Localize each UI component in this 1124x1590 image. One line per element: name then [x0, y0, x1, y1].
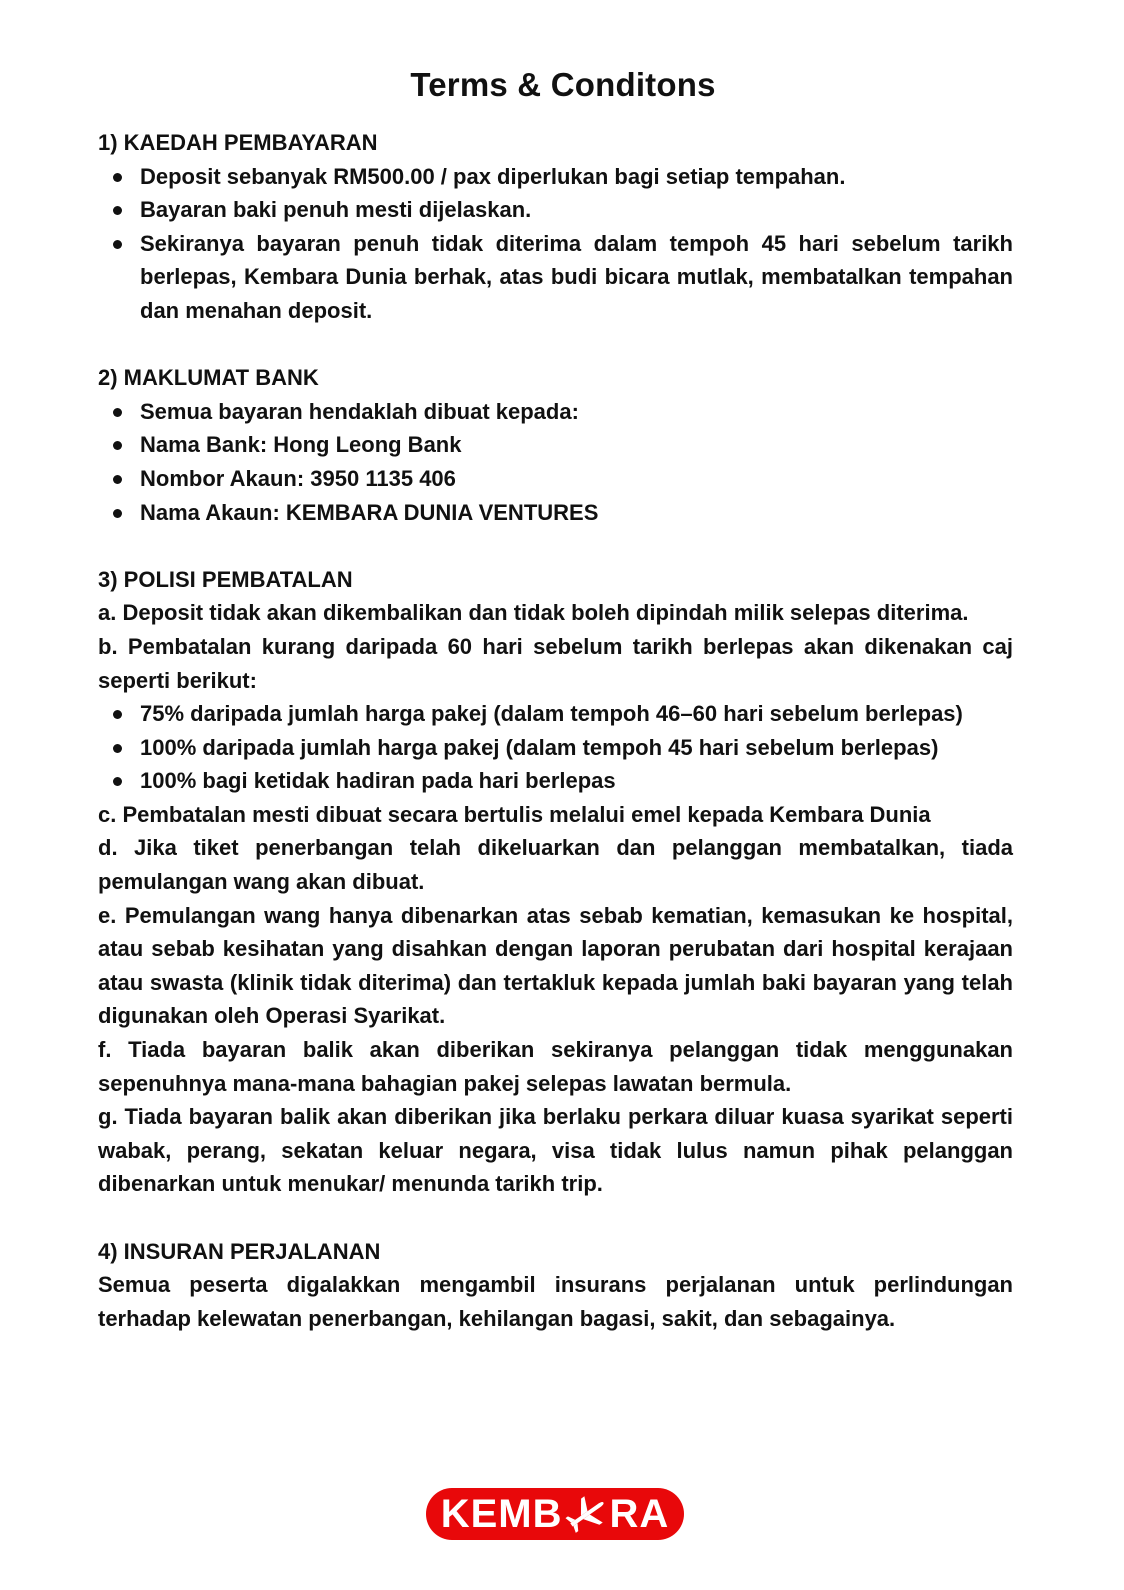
list-item-text: Semua bayaran hendaklah dibuat kepada:: [140, 398, 579, 424]
account-name: Nama Akaun: KEMBARA DUNIA VENTURES: [140, 499, 599, 525]
section-heading: 3) POLISI PEMBATALAN: [98, 566, 353, 592]
terms-content: [98, 126, 1013, 1335]
list-item: [140, 160, 1013, 194]
bullet-icon: [113, 777, 122, 786]
bullet-list: [98, 697, 1013, 798]
list-item-text: 100% bagi ketidak hadiran pada hari berlepas: [140, 768, 616, 794]
insurance-text: Semua peserta digalakkan mengambil insurans perjalanan untuk perlindungan terhadap kelewatan penerbangan, kehilangan bagasi, sakit, dan sebagainya.: [98, 1272, 1013, 1331]
bullet-list: [98, 160, 1013, 328]
logo-text-right: RA: [609, 1492, 670, 1536]
clause-c: c. Pembatalan mesti dibuat secara bertulis melalui emel kepada Kembara Dunia: [98, 801, 931, 827]
clause-f: f. Tiada bayaran balik akan diberikan sekiranya pelanggan tidak menggunakan sepenuhnya mana-mana bahagian pakej selepas lawatan bermula.: [98, 1037, 1013, 1096]
bullet-icon: [113, 509, 122, 518]
page-title: Terms & Conditons: [410, 66, 716, 103]
section-payment-method: [98, 126, 1013, 328]
bullet-icon: [113, 408, 122, 417]
bullet-icon: [113, 441, 122, 450]
clause-g: g. Tiada bayaran balik akan diberikan jika berlaku perkara diluar kuasa syarikat seperti wabak, perang, sekatan keluar negara, visa tidak lulus namun pihak pelanggan dibenarkan untuk menukar/ menunda tarikh trip.: [98, 1104, 1013, 1197]
kembara-logo: [426, 1488, 684, 1540]
list-item-text: 100% daripada jumlah harga pakej (dalam tempoh 45 hari sebelum berlepas): [140, 734, 939, 760]
list-item-text: Sekiranya bayaran penuh tidak diterima dalam tempoh 45 hari sebelum tarikh berlepas, Kembara Dunia berhak, atas budi bicara mutlak, membatalkan tempahan dan menahan deposit.: [140, 230, 1013, 323]
bullet-icon: [113, 475, 122, 484]
list-item: [140, 193, 1013, 227]
list-item: [140, 496, 1013, 530]
bullet-icon: [113, 173, 122, 182]
logo-text-left: KEMB: [440, 1492, 563, 1536]
list-item-text: Deposit sebanyak RM500.00 / pax diperlukan bagi setiap tempahan.: [140, 163, 846, 189]
clause-a: a. Deposit tidak akan dikembalikan dan tidak boleh dipindah milik selepas diterima.: [98, 600, 969, 626]
list-item-text: 75% daripada jumlah harga pakej (dalam tempoh 46–60 hari sebelum berlepas): [140, 701, 963, 727]
section-cancellation-policy: [98, 563, 1013, 1201]
bullet-icon: [113, 206, 122, 215]
section-bank-info: [98, 361, 1013, 529]
list-item-text: Bayaran baki penuh mesti dijelaskan.: [140, 197, 532, 223]
section-heading: 1) KAEDAH PEMBAYARAN: [98, 130, 378, 155]
list-item: [140, 462, 1013, 496]
clause-e: e. Pemulangan wang hanya dibenarkan atas sebab kematian, kemasukan ke hospital, atau sebab kesihatan yang disahkan dengan laporan perubatan dari hospital kerajaan atau swasta (klinik tidak diterima) dan tertakluk kepada jumlah baki bayaran yang telah digunakan oleh Operasi Syarikat.: [98, 902, 1013, 1029]
section-heading: 4) INSURAN PERJALANAN: [98, 1238, 381, 1264]
clause-d: d. Jika tiket penerbangan telah dikeluarkan dan pelanggan membatalkan, tiada pemulangan wang akan dibuat.: [98, 835, 1013, 895]
bullet-list: [98, 395, 1013, 529]
list-item: [140, 227, 1013, 328]
clause-b: b. Pembatalan kurang daripada 60 hari sebelum tarikh berlepas akan dikenakan caj seperti berikut:: [98, 633, 1013, 693]
list-item: [140, 731, 1013, 765]
bullet-icon: [113, 744, 122, 753]
airplane-icon: [565, 1494, 609, 1534]
list-item: [140, 764, 1013, 798]
section-heading: 2) MAKLUMAT BANK: [98, 365, 319, 391]
section-travel-insurance: [98, 1235, 1013, 1336]
bank-name: Nama Bank: Hong Leong Bank: [140, 432, 462, 458]
list-item: [140, 697, 1013, 731]
account-number: Nombor Akaun: 3950 1135 406: [140, 465, 456, 491]
bullet-icon: [113, 710, 122, 719]
list-item: [140, 428, 1013, 462]
list-item: [140, 395, 1013, 429]
bullet-icon: [113, 240, 122, 249]
